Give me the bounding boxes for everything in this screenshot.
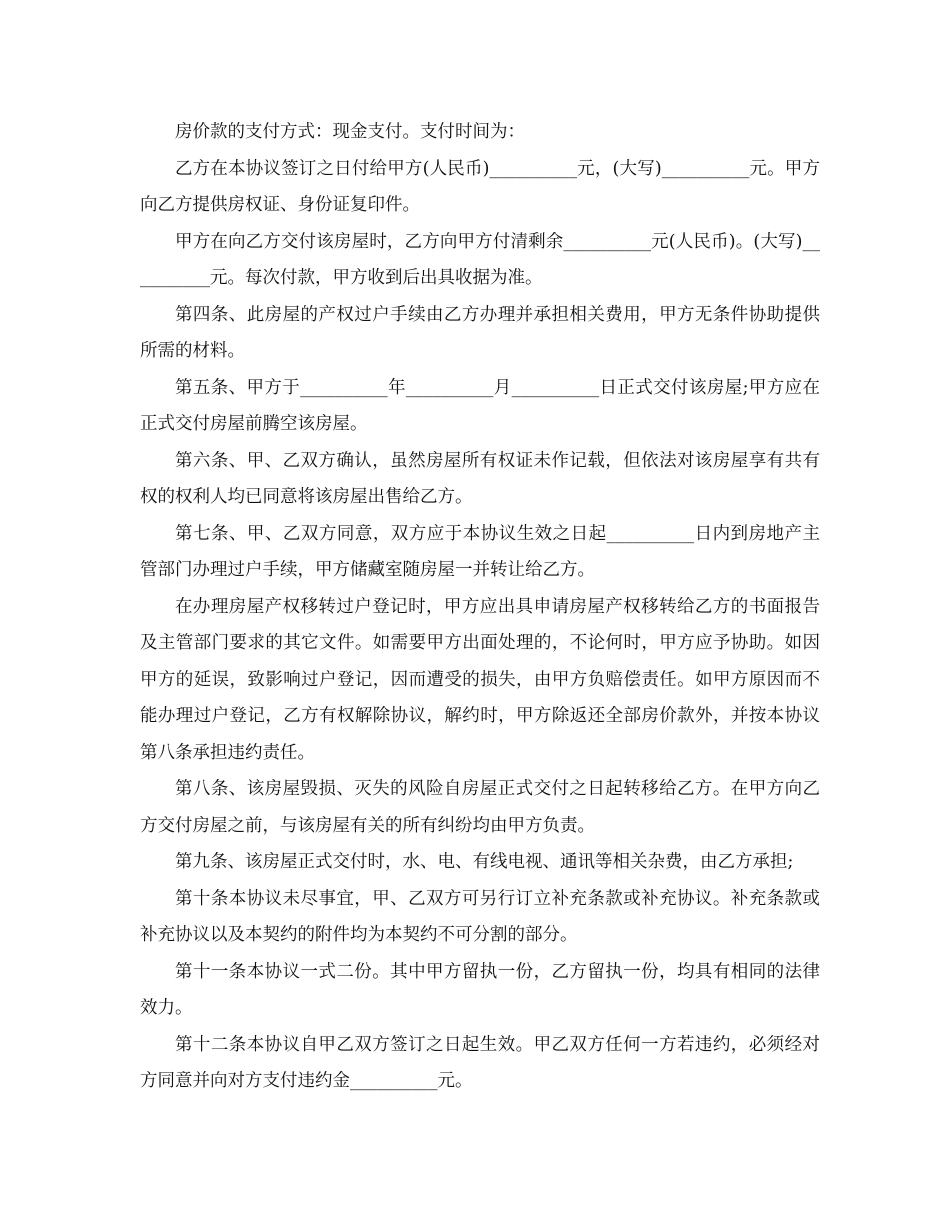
paragraph-article-6: 第六条、甲、乙双方确认，虽然房屋所有权证未作记载，但依法对该房屋享有共有权的权利人均已同意将该房屋出售给乙方。 <box>140 450 820 507</box>
paragraph-article-9: 第九条、该房屋正式交付时，水、电、有线电视、通讯等相关杂费，由乙方承担; <box>175 852 794 872</box>
paragraph-article-5: 第五条、甲方于__________年__________月__________日正式交付该房屋;甲方应在正式交付房屋前腾空该房屋。 <box>140 377 820 434</box>
paragraph-article-4: 第四条、此房屋的产权过户手续由乙方办理并承担相关费用，甲方无条件协助提供所需的材料。 <box>140 304 820 361</box>
paragraph-payment-method: 房价款的支付方式：现金支付。支付时间为： <box>175 122 525 142</box>
paragraph-article-12: 第十二条本协议自甲乙双方签订之日起生效。甲乙双方任何一方若违约，必须经对方同意并向对方支付违约金__________元。 <box>140 1034 820 1091</box>
paragraph-article-8: 第八条、该房屋毁损、灭失的风险自房屋正式交付之日起转移给乙方。在甲方向乙方交付房屋之前，与该房屋有关的所有纠纷均由甲方负责。 <box>140 779 820 836</box>
paragraph-article-10: 第十条本协议未尽事宜，甲、乙双方可另行订立补充条款或补充协议。补充条款或补充协议以及本契约的附件均为本契约不可分割的部分。 <box>140 888 820 945</box>
paragraph-article-11: 第十一条本协议一式二份。其中甲方留执一份，乙方留执一份，均具有相同的法律效力。 <box>140 961 820 1018</box>
paragraph-first-payment: 乙方在本协议签订之日付给甲方(人民币)__________元，(大写)__________元。甲方向乙方提供房权证、身份证复印件。 <box>140 158 820 215</box>
paragraph-article-7: 第七条、甲、乙双方同意，双方应于本协议生效之日起__________日内到房地产主管部门办理过户手续，甲方储藏室随房屋一并转让给乙方。 <box>140 523 820 580</box>
paragraph-transfer-registration: 在办理房屋产权移转过户登记时，甲方应出具申请房屋产权移转给乙方的书面报告及主管部门要求的其它文件。如需要甲方出面处理的，不论何时，甲方应予协助。如因甲方的延误，致影响过户登记，因而遭受的损失，由甲方负赔偿责任。如甲方原因而不能办理过户登记，乙方有权解除协议，解约时，甲方除返还全部房价款外，并按本协议第八条承担违约责任。 <box>140 596 820 763</box>
paragraph-remaining-payment: 甲方在向乙方交付该房屋时，乙方向甲方付清剩余__________元(人民币)。(大写)__________元。每次付款，甲方收到后出具收据为准。 <box>140 231 820 288</box>
document-body <box>140 114 820 1100</box>
